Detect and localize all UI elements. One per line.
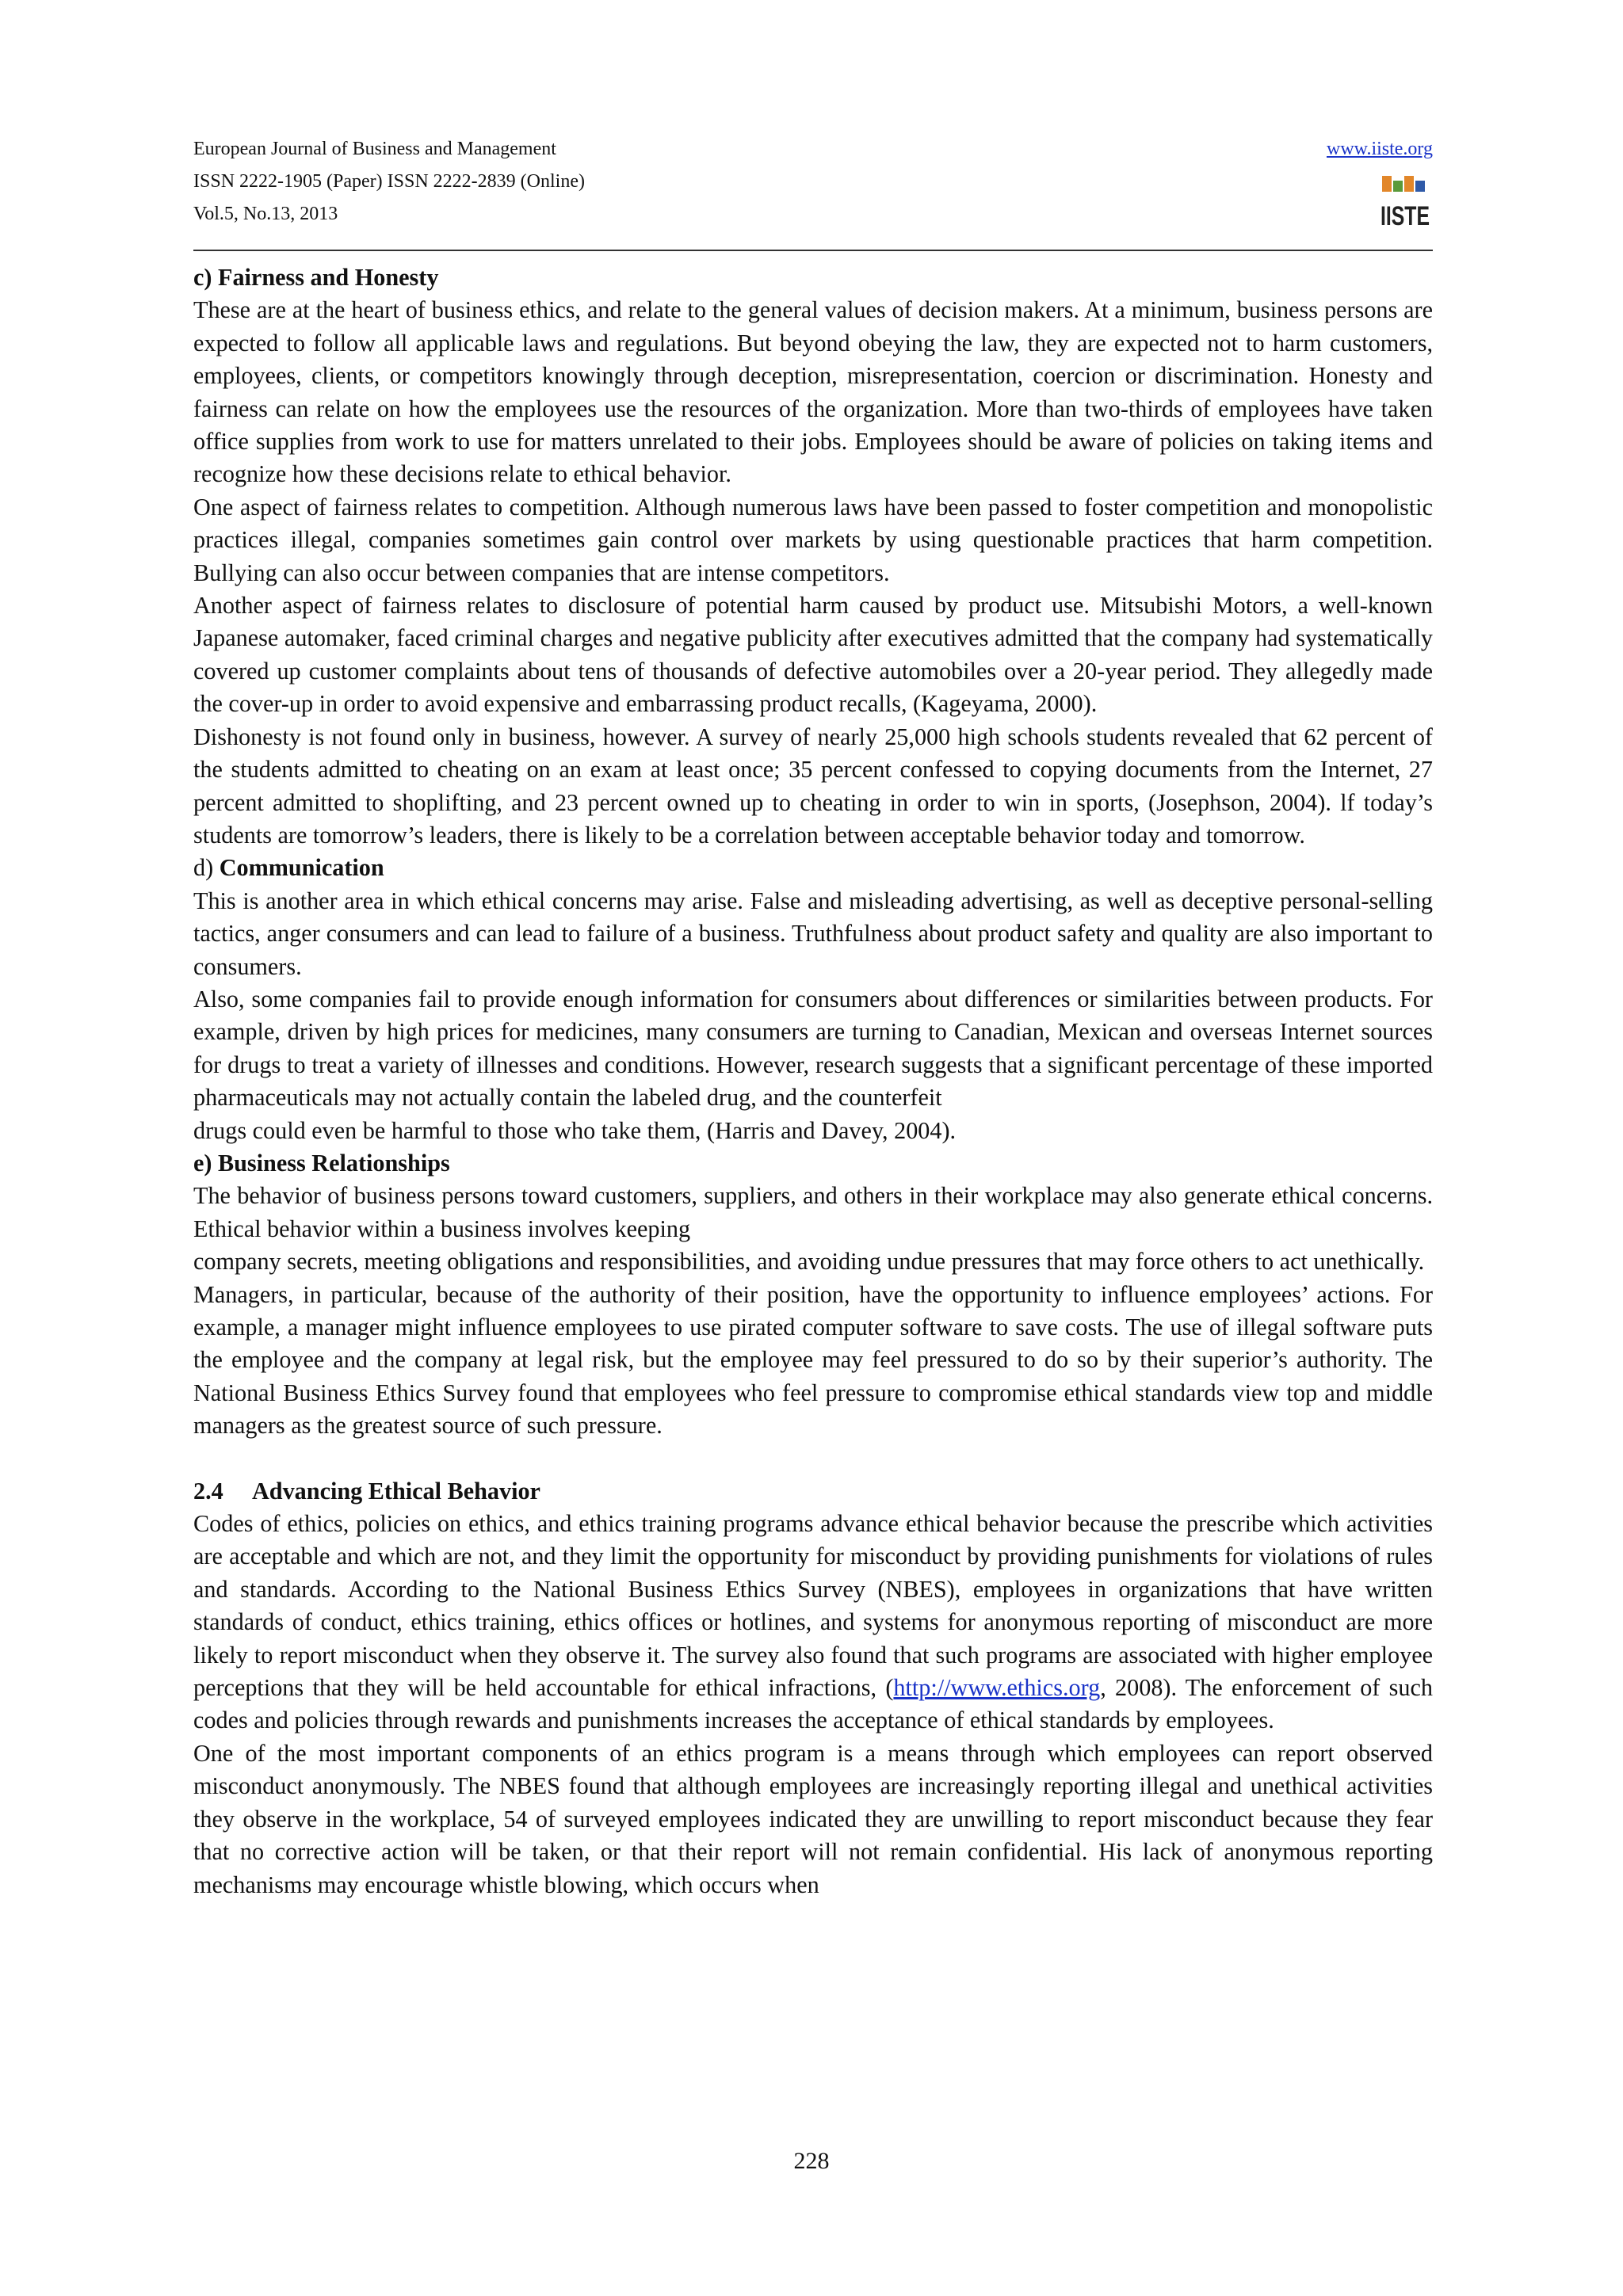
paragraph: This is another area in which ethical concerns may arise. False and misleading advertising, as well as deceptive personal-selling tactics, anger consumers and can lead to failure of a business. Truthfulness about product safety and quality are also important to consumers. — [193, 887, 1433, 980]
ethics-org-link[interactable]: http://www.ethics.org — [893, 1674, 1101, 1702]
paragraph — [193, 1508, 1433, 1737]
heading-business-relationships: e) Business Relationships — [193, 1149, 450, 1177]
heading-communication — [193, 852, 1433, 884]
paragraph: One of the most important components of an ethics program is a means through which employees can report observed misconduct anonymously. The NBES found that although employees are increasingly reporting illegal and unethical activities they observe in the workplace, 54 of surveyed employees indicated they are unwilling to report misconduct because they fear that no corrective action will be taken, or that their report will not remain confidential. His lack of anonymous reporting mechanisms may encourage whistle blowing, which occurs when — [193, 1739, 1433, 1898]
paragraph: One aspect of fairness relates to competition. Although numerous laws have been passed to foster competition and monopolistic practices illegal, companies sometimes gain control over markets by using questionable practices that harm competition. Bullying can also occur between companies that are intense competitors. — [193, 493, 1433, 586]
page-number: 228 — [793, 2148, 830, 2174]
paragraph: The behavior of business persons toward customers, suppliers, and others in their workplace may also generate ethical concerns. Ethical behavior within a business involves keeping — [193, 1182, 1433, 1242]
site-link[interactable]: www.iiste.org — [1327, 139, 1433, 159]
heading-communication-title: Communication — [219, 854, 384, 882]
section-number: 2.4 — [193, 1477, 223, 1505]
header-rule — [193, 250, 1433, 251]
journal-name: European Journal of Business and Management — [193, 139, 556, 159]
article-body — [193, 261, 1433, 1901]
paragraph: company secrets, meeting obligations and responsibilities, and avoiding undue pressures that may force others to act unethically. — [193, 1248, 1425, 1276]
paragraph: These are at the heart of business ethics, and relate to the general values of decision makers. At a minimum, business persons are expected to follow all applicable laws and regulations. But beyond obeying the law, they are expected not to harm customers, employees, clients, or competitors knowingly through deception, misrepresentation, coercion or discrimination. Honesty and fairness can relate on how the employees use the resources of the organization. More than two-thirds of employees have taken office supplies from work to use for matters unrelated to their jobs. Employees should be aware of policies on taking items and recognize how these decisions relate to ethical behavior. — [193, 296, 1433, 488]
section-title: Advancing Ethical Behavior — [252, 1477, 540, 1505]
paragraph-text: Codes of ethics, policies on ethics, and ethics training programs advance ethical behavior because the prescribe which activities are acceptable and which are not, and they limit the opportunity for misconduct by providing punishments for violations of rules and standards. According to the National Business Ethics Survey (NBES), employees in organizations that have written standards of conduct, ethics training, ethics offices or hotlines, and systems for anonymous reporting of misconduct are more likely to report misconduct when they observe it. The survey also found that such programs are associated with higher employee perceptions that they will be held accountable for ethical infractions, ( — [193, 1510, 1433, 1702]
paragraph: drugs could even be harmful to those who take them, (Harris and Davey, 2004). — [193, 1116, 957, 1144]
paragraph-text: , 2008). The enforcement of such codes and policies through rewards and punishments increases the acceptance of ethical standards by employees. — [193, 1674, 1433, 1734]
journal-info — [193, 133, 585, 231]
journal-issn: ISSN 2222-1905 (Paper) ISSN 2222-2839 (Online) — [193, 171, 585, 192]
iiste-logo-icon — [1379, 174, 1431, 231]
logo-text: IISTE — [1381, 201, 1430, 231]
heading-prefix: d) — [193, 854, 220, 882]
journal-volume: Vol.5, No.13, 2013 — [193, 204, 338, 224]
section-gap — [193, 1443, 1433, 1475]
page-header — [193, 133, 1433, 250]
paragraph: Another aspect of fairness relates to disclosure of potential harm caused by product use. Mitsubishi Motors, a well-known Japanese automaker, faced criminal charges and negative publicity after executives admitted that the company had systematically covered up customer complaints about tens of thousands of defective automobiles over a 20-year period. They allegedly made the cover-up in order to avoid expensive and embarrassing product recalls, (Kageyama, 2000). — [193, 592, 1433, 718]
paragraph: Also, some companies fail to provide enough information for consumers about differences or similarities between products. For example, driven by high prices for medicines, many consumers are turning to Canadian, Mexican and overseas Internet sources for drugs to treat a variety of illnesses and conditions. However, research suggests that a significant percentage of these imported pharmaceuticals may not actually contain the labeled drug, and the counterfeit — [193, 985, 1433, 1112]
paragraph: Managers, in particular, because of the authority of their position, have the opportunity to influence employees’ actions. For example, a manager might influence employees to use pirated computer software to save costs. The use of illegal software puts the employee and the company at legal risk, but the employee may feel pressured to do so by their superior’s authority. The National Business Ethics Survey found that employees who feel pressure to compromise ethical standards view top and middle managers as the greatest source of such pressure. — [193, 1280, 1433, 1440]
paragraph: Dishonesty is not found only in business, however. A survey of nearly 25,000 high schools students revealed that 62 percent of the students admitted to cheating on an exam at least once; 35 percent confessed to copying documents from the Internet, 27 percent admitted to shoplifting, and 23 percent owned up to cheating in order to win in sports, (Josephson, 2004). lf today’s students are tomorrow’s leaders, there is likely to be a correlation between acceptable behavior today and tomorrow. — [193, 723, 1433, 849]
heading-fairness: c) Fairness and Honesty — [193, 264, 439, 291]
section-heading-2-4 — [193, 1475, 1433, 1508]
